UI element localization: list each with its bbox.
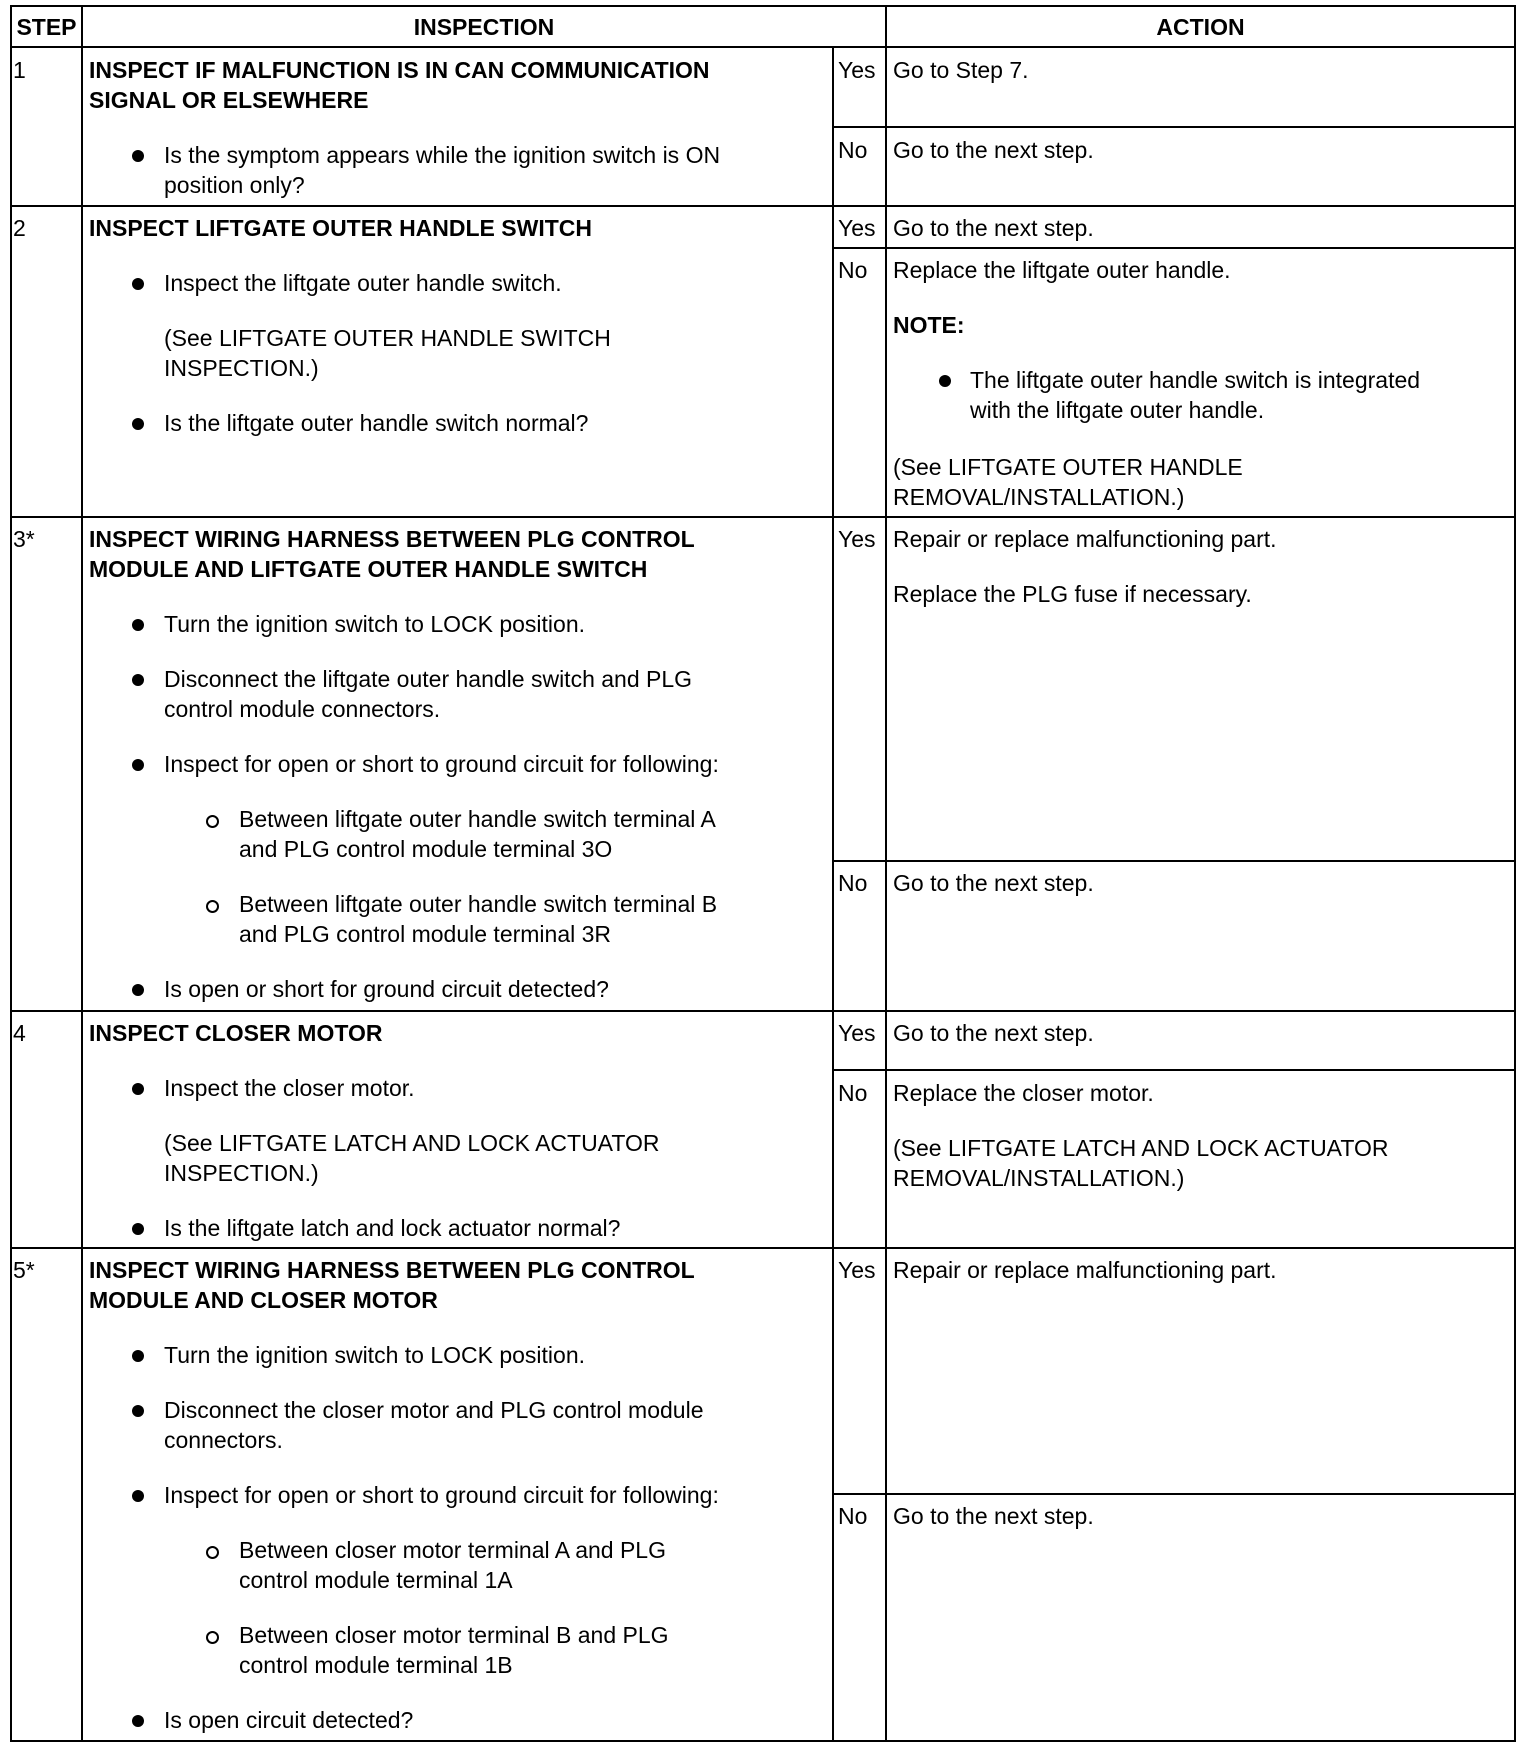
bullet-icon [132,759,144,771]
yes-no-divider [832,247,1516,249]
action-text: Go to the next step. [893,1020,1094,1046]
no-label: No [838,1503,868,1529]
action-text: Replace the liftgate outer handle. [893,257,1231,283]
step-title: INSPECT WIRING HARNESS BETWEEN PLG CONTROL [89,526,695,552]
yes-no-divider [832,860,1516,862]
no-label: No [838,870,868,896]
reference-note: REMOVAL/INSTALLATION.) [893,484,1185,510]
row-divider [10,516,1516,518]
inspection-item: Is open circuit detected? [164,1707,414,1733]
action-text: Go to the next step. [893,1503,1094,1529]
action-text: Replace the closer motor. [893,1080,1154,1106]
inspection-subitem: Between liftgate outer handle switch terminal A [239,806,716,832]
no-label: No [838,257,868,283]
bullet-icon [132,1083,144,1095]
bullet-icon [132,150,144,162]
yes-label: Yes [838,1257,876,1283]
inspection-subitem: Between closer motor terminal A and PLG [239,1537,666,1563]
inspection-item: Is open or short for ground circuit detected? [164,976,609,1002]
step-number: 1 [13,57,26,83]
row-divider [10,1247,1516,1249]
inspection-item: Inspect the closer motor. [164,1075,415,1101]
bullet-icon [132,278,144,290]
no-label: No [838,137,868,163]
bullet-icon [132,1405,144,1417]
inspection-subitem: control module terminal 1A [239,1567,513,1593]
yes-label: Yes [838,215,876,241]
yes-label: Yes [838,57,876,83]
step-number: 2 [13,215,26,241]
step-title: SIGNAL OR ELSEWHERE [89,87,369,113]
inspection-item: Inspect the liftgate outer handle switch. [164,270,562,296]
inspection-item: Is the symptom appears while the ignition switch is ON [164,142,721,168]
column-divider-yes-no [832,46,834,1742]
note-text: with the liftgate outer handle. [970,397,1265,423]
sub-bullet-icon [206,1631,219,1644]
table-border-left [10,5,12,1742]
inspection-item: control module connectors. [164,696,441,722]
step-title: MODULE AND CLOSER MOTOR [89,1287,438,1313]
bullet-icon [132,984,144,996]
header-step: STEP [16,14,77,40]
inspection-item: connectors. [164,1427,283,1453]
step-number: 5* [13,1257,35,1283]
bullet-icon [939,375,951,387]
sub-bullet-icon [206,1546,219,1559]
step-title: INSPECT CLOSER MOTOR [89,1020,383,1046]
inspection-item: Inspect for open or short to ground circuit for following: [164,751,719,777]
table-border-top [10,5,1516,7]
row-divider [10,1010,1516,1012]
header-divider [10,46,1516,48]
reference-note: REMOVAL/INSTALLATION.) [893,1165,1185,1191]
yes-label: Yes [838,1020,876,1046]
bullet-icon [132,674,144,686]
inspection-item: Is the liftgate outer handle switch normal? [164,410,589,436]
inspection-item: Turn the ignition switch to LOCK position. [164,1342,586,1368]
inspection-subitem: Between closer motor terminal B and PLG [239,1622,669,1648]
inspection-item: Disconnect the closer motor and PLG control module [164,1397,704,1423]
step-title: INSPECT WIRING HARNESS BETWEEN PLG CONTROL [89,1257,695,1283]
note-heading: NOTE: [893,312,965,338]
bullet-icon [132,1350,144,1362]
no-label: No [838,1080,868,1106]
action-text: Replace the PLG fuse if necessary. [893,581,1252,607]
inspection-item: Is the liftgate latch and lock actuator normal? [164,1215,621,1241]
sub-bullet-icon [206,900,219,913]
action-text: Repair or replace malfunctioning part. [893,1257,1277,1283]
step-title: INSPECT IF MALFUNCTION IS IN CAN COMMUNICATION [89,57,710,83]
column-divider-step [81,5,83,1742]
reference-note: (See LIFTGATE OUTER HANDLE [893,454,1243,480]
column-divider-action [885,5,887,1742]
table-border-right [1514,5,1516,1742]
action-text: Repair or replace malfunctioning part. [893,526,1277,552]
reference-note: (See LIFTGATE LATCH AND LOCK ACTUATOR [893,1135,1389,1161]
inspection-item: Disconnect the liftgate outer handle switch and PLG [164,666,693,692]
reference-note: (See LIFTGATE LATCH AND LOCK ACTUATOR [164,1130,660,1156]
step-number: 3* [13,526,35,552]
header-action: ACTION [1156,14,1245,40]
action-text: Go to the next step. [893,137,1094,163]
action-text: Go to Step 7. [893,57,1029,83]
step-title: MODULE AND LIFTGATE OUTER HANDLE SWITCH [89,556,648,582]
inspection-subitem: and PLG control module terminal 3O [239,836,613,862]
inspection-subitem: control module terminal 1B [239,1652,513,1678]
step-number: 4 [13,1020,26,1046]
step-title: INSPECT LIFTGATE OUTER HANDLE SWITCH [89,215,593,241]
yes-no-divider [832,126,1516,128]
bullet-icon [132,619,144,631]
yes-no-divider [832,1493,1516,1495]
note-text: The liftgate outer handle switch is integrated [970,367,1421,393]
reference-note: INSPECTION.) [164,355,319,381]
inspection-item: position only? [164,172,305,198]
bullet-icon [132,1490,144,1502]
header-inspection: INSPECTION [413,14,555,40]
reference-note: (See LIFTGATE OUTER HANDLE SWITCH [164,325,611,351]
inspection-subitem: and PLG control module terminal 3R [239,921,612,947]
sub-bullet-icon [206,815,219,828]
table-border-bottom [10,1740,1516,1742]
row-divider [10,205,1516,207]
bullet-icon [132,418,144,430]
inspection-item: Inspect for open or short to ground circuit for following: [164,1482,719,1508]
inspection-item: Turn the ignition switch to LOCK position. [164,611,586,637]
inspection-subitem: Between liftgate outer handle switch terminal B [239,891,718,917]
yes-no-divider [832,1069,1516,1071]
bullet-icon [132,1223,144,1235]
bullet-icon [132,1715,144,1727]
action-text: Go to the next step. [893,215,1094,241]
reference-note: INSPECTION.) [164,1160,319,1186]
yes-label: Yes [838,526,876,552]
action-text: Go to the next step. [893,870,1094,896]
